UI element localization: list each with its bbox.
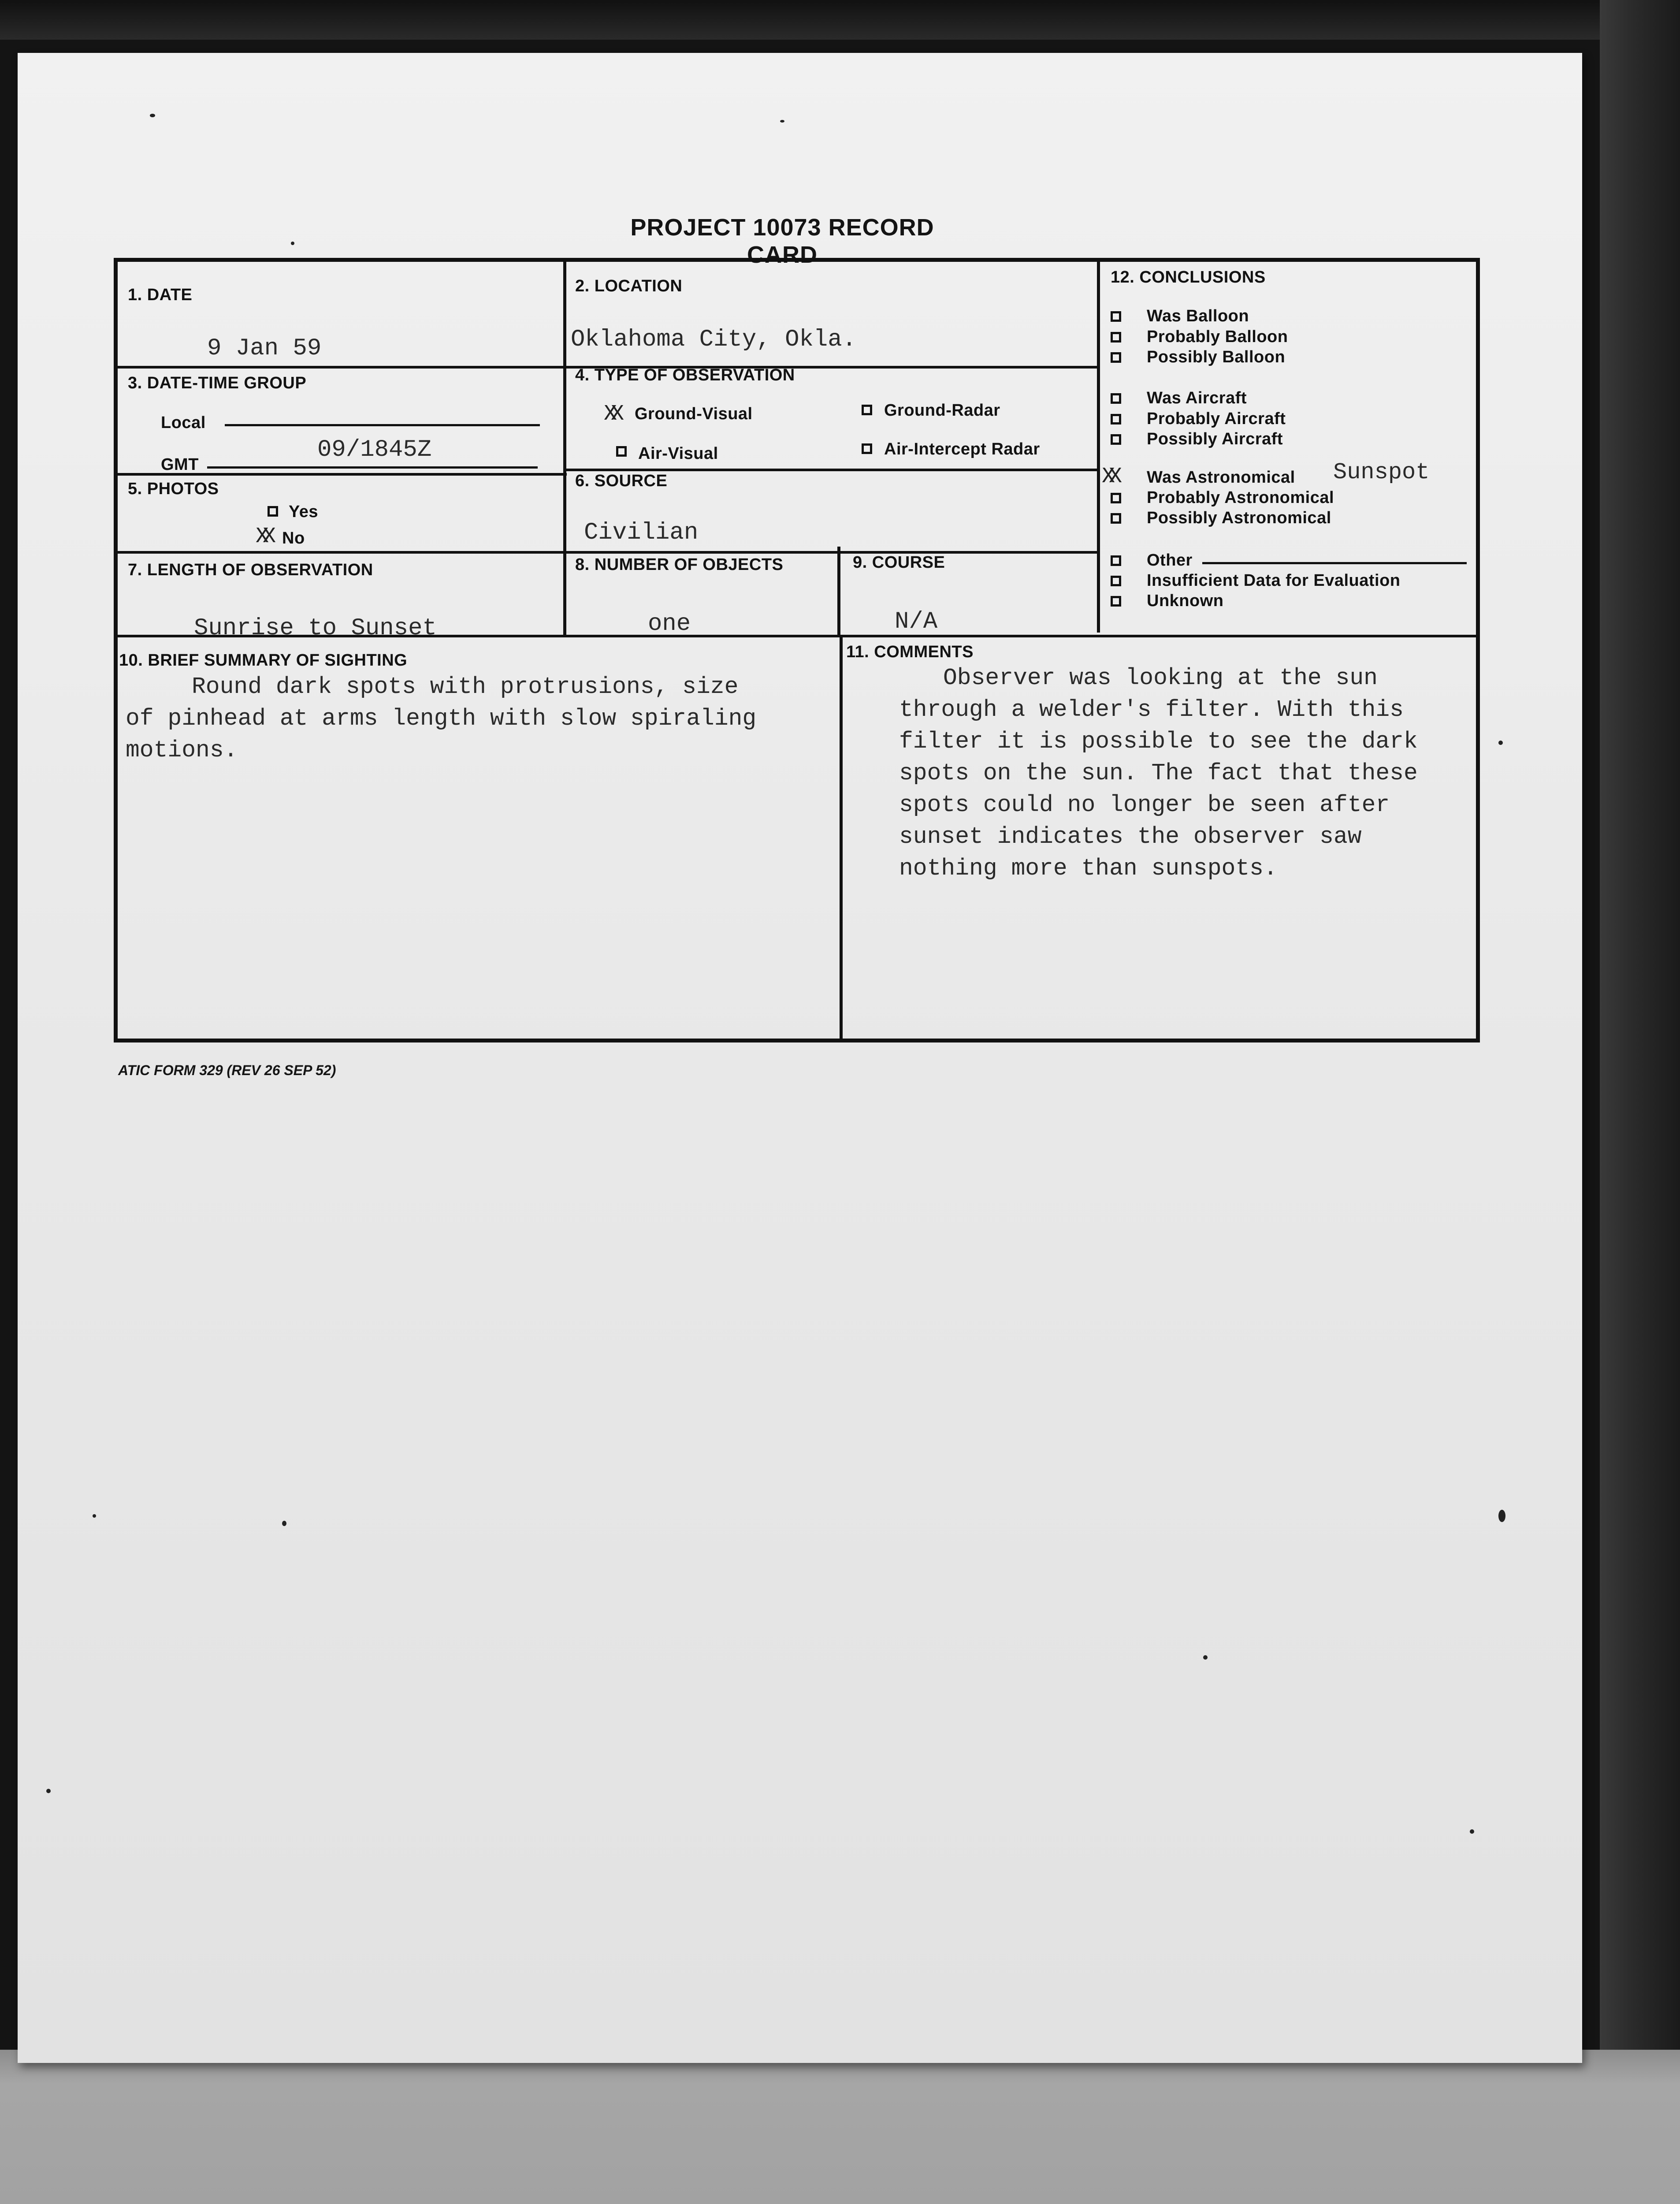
form-identifier: ATIC FORM 329 (REV 26 SEP 52)	[118, 1062, 336, 1078]
concl-was-aircraft-checkbox[interactable]	[1111, 393, 1121, 404]
concl-insufficient-checkbox[interactable]	[1111, 576, 1121, 586]
dtg-gmt-value: 09/1845Z	[317, 436, 432, 463]
obs-air-visual-checkbox[interactable]	[616, 446, 627, 457]
concl-was-astronomical-note: Sunspot	[1333, 459, 1430, 485]
summary-label: 10. BRIEF SUMMARY OF SIGHTING	[119, 651, 408, 670]
course-label: 9. COURSE	[853, 553, 945, 572]
dust-speck	[291, 242, 294, 245]
concl-probably-balloon-label: Probably Balloon	[1147, 328, 1288, 346]
comments-line: spots on the sun. The fact that these	[899, 760, 1418, 786]
objects-value: one	[648, 611, 691, 637]
dust-speck	[780, 120, 784, 123]
date-value: 9 Jan 59	[207, 335, 322, 362]
source-value: Civilian	[584, 519, 699, 546]
comments-line: Observer was looking at the sun	[943, 665, 1378, 691]
length-value: Sunrise to Sunset	[194, 615, 437, 642]
concl-unknown-checkbox[interactable]	[1111, 596, 1121, 607]
photos-yes-label: Yes	[289, 503, 319, 521]
dust-speck	[1498, 741, 1503, 745]
obs-ground-visual-label: Ground-Visual	[635, 405, 753, 423]
dtg-local-line	[225, 424, 540, 426]
concl-probably-aircraft-label: Probably Aircraft	[1147, 410, 1286, 428]
location-label: 2. LOCATION	[575, 277, 683, 295]
obs-type-label: 4. TYPE OF OBSERVATION	[575, 366, 795, 384]
obs-ground-visual-check[interactable]: XX	[604, 402, 618, 427]
location-value: Oklahoma City, Okla.	[571, 326, 857, 353]
concl-was-balloon-checkbox[interactable]	[1111, 311, 1121, 322]
summary-line: motions.	[126, 737, 238, 763]
comments-label: 11. COMMENTS	[846, 643, 974, 661]
comments-text	[899, 662, 1418, 884]
concl-possibly-balloon-checkbox[interactable]	[1111, 352, 1121, 363]
objects-label: 8. NUMBER OF OBJECTS	[575, 555, 784, 574]
concl-possibly-astronomical-checkbox[interactable]	[1111, 513, 1121, 524]
dtg-local-label: Local	[161, 413, 206, 432]
summary-line: of pinhead at arms length with slow spiraling	[126, 705, 757, 732]
comments-line: nothing more than sunspots.	[899, 855, 1278, 882]
dust-speck	[282, 1521, 286, 1526]
divider-summary-comments	[840, 635, 843, 1042]
concl-was-astronomical-check[interactable]: XX	[1102, 464, 1116, 489]
conclusions-label: 12. CONCLUSIONS	[1111, 268, 1266, 287]
length-label: 7. LENGTH OF OBSERVATION	[128, 561, 373, 579]
concl-insufficient-label: Insufficient Data for Evaluation	[1147, 571, 1401, 590]
concl-other-label: Other	[1147, 551, 1193, 570]
divider-row3	[114, 551, 1099, 554]
dtg-gmt-label: GMT	[161, 455, 199, 474]
date-label: 1. DATE	[128, 286, 193, 304]
concl-probably-balloon-checkbox[interactable]	[1111, 332, 1121, 343]
photos-yes-checkbox[interactable]	[268, 506, 278, 517]
obs-air-intercept-checkbox[interactable]	[862, 443, 872, 454]
concl-probably-astronomical-label: Probably Astronomical	[1147, 488, 1334, 507]
divider-row2b	[563, 469, 1099, 471]
concl-probably-astronomical-checkbox[interactable]	[1111, 493, 1121, 503]
dust-speck	[1498, 1510, 1505, 1522]
concl-possibly-astronomical-label: Possibly Astronomical	[1147, 509, 1331, 527]
form-frame	[114, 258, 1480, 1042]
film-edge-top	[0, 0, 1680, 40]
comments-line: filter it is possible to see the dark	[899, 728, 1418, 755]
concl-possibly-aircraft-checkbox[interactable]	[1111, 434, 1121, 445]
comments-line: spots could no longer be seen after	[899, 792, 1390, 818]
obs-air-intercept-label: Air-Intercept Radar	[884, 440, 1040, 458]
photos-label: 5. PHOTOS	[128, 480, 219, 498]
dust-speck	[150, 114, 155, 117]
underlying-page	[0, 2050, 1680, 2204]
dtg-gmt-line	[207, 466, 538, 469]
course-value: N/A	[895, 608, 938, 635]
concl-possibly-aircraft-label: Possibly Aircraft	[1147, 430, 1283, 448]
dust-speck	[93, 1514, 96, 1518]
obs-ground-radar-label: Ground-Radar	[884, 401, 1000, 420]
comments-line: through a welder's filter. With this	[899, 696, 1404, 723]
comments-line: sunset indicates the observer saw	[899, 823, 1362, 850]
source-label: 6. SOURCE	[575, 472, 668, 490]
divider-objects-course	[837, 547, 840, 637]
concl-probably-aircraft-checkbox[interactable]	[1111, 414, 1121, 424]
obs-air-visual-label: Air-Visual	[638, 444, 718, 463]
concl-was-astronomical-label: Was Astronomical	[1147, 468, 1295, 487]
card-title: PROJECT 10073 RECORD CARD	[630, 214, 934, 268]
summary-text	[126, 671, 756, 766]
summary-line: Round dark spots with protrusions, size	[192, 674, 739, 700]
concl-was-aircraft-label: Was Aircraft	[1147, 389, 1247, 407]
dust-speck	[1470, 1829, 1474, 1834]
obs-ground-radar-checkbox[interactable]	[862, 405, 872, 415]
concl-other-checkbox[interactable]	[1111, 555, 1121, 566]
concl-other-line	[1202, 562, 1467, 564]
divider-left-col	[563, 258, 566, 637]
concl-was-balloon-label: Was Balloon	[1147, 307, 1249, 325]
dust-speck	[46, 1789, 51, 1793]
film-edge-right	[1600, 0, 1680, 2204]
concl-possibly-balloon-label: Possibly Balloon	[1147, 348, 1286, 366]
photos-no-check[interactable]: XX	[256, 524, 270, 549]
dust-speck	[1203, 1655, 1208, 1660]
photos-no-label: No	[282, 529, 305, 547]
divider-conclusions	[1097, 258, 1100, 633]
concl-unknown-label: Unknown	[1147, 592, 1224, 610]
dtg-label: 3. DATE-TIME GROUP	[128, 374, 307, 392]
